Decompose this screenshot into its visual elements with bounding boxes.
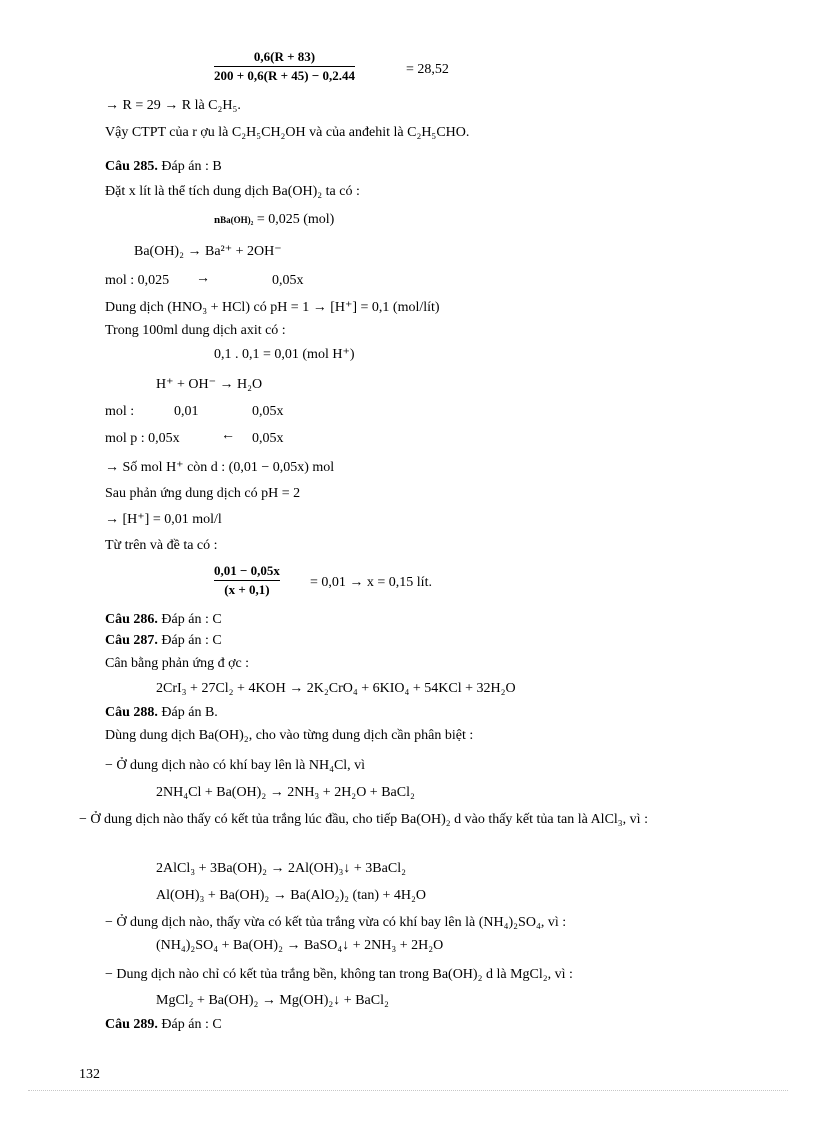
reaction-line: Ba(OH)₂ → Ba²⁺ + 2OH⁻ — [134, 244, 282, 259]
reaction-line: (NH₄)₂SO₄ + Ba(OH)₂ → BaSO₄↓ + 2NH₃ + 2H₂O — [156, 938, 444, 953]
question-label: Câu 289. — [105, 1017, 158, 1032]
question-label: Câu 285. — [105, 159, 158, 174]
answer-text: Đáp án : C — [161, 612, 222, 627]
text-line: Dùng dung dịch Ba(OH)₂, cho vào từng dung dịch cần phân biệt : — [105, 728, 474, 743]
text-line: 0,1 . 0,1 = 0,01 (mol H⁺) — [214, 347, 355, 362]
question-285 — [105, 158, 222, 176]
mol-label: mol : 0,025 — [105, 273, 170, 288]
mol-value: 0,01 — [174, 404, 199, 419]
fraction-numerator: 0,01 − 0,05x — [214, 563, 280, 578]
text-line: − Ở dung dịch nào có khí bay lên là NH₄Cl, vì — [105, 758, 366, 773]
question-289 — [105, 1016, 222, 1034]
question-286 — [105, 611, 222, 629]
fraction-denominator: 200 + 0,6(R + 45) − 0,2.44 — [214, 68, 356, 83]
answer-text: Đáp án B. — [161, 705, 218, 720]
mol-value: 0,05x — [272, 273, 304, 288]
text-line — [214, 211, 334, 229]
arrow: → — [196, 271, 210, 286]
reaction-line: Al(OH)₃ + Ba(OH)₂ → Ba(AlO₂)₂ (tan) + 4H₂O — [156, 888, 426, 903]
question-288 — [105, 704, 218, 722]
question-287 — [105, 632, 222, 650]
text-line: Từ trên và đề ta có : — [105, 538, 218, 553]
mol-label: mol p : 0,05x — [105, 431, 180, 446]
text-line: Dung dịch (HNO₃ + HCl) có pH = 1 → [H⁺] = 0,1 (mol/lít) — [105, 300, 440, 315]
equation-rhs: = 28,52 — [406, 62, 449, 77]
question-label: Câu 286. — [105, 612, 158, 627]
text-line: Trong 100ml dung dịch axit có : — [105, 323, 286, 338]
text-line: Vậy CTPT của r ợu là C₂H₅CH₂OH và của anđehit là C₂H₅CHO. — [105, 125, 470, 140]
answer-text: Đáp án : B — [161, 159, 222, 174]
page-number: 132 — [79, 1067, 100, 1082]
mol-value: 0,05x — [252, 404, 284, 419]
equation-rhs: = 0,01 → x = 0,15 lít. — [310, 575, 432, 590]
equation-fraction-1 — [214, 48, 355, 85]
question-label: Câu 288. — [105, 705, 158, 720]
mole-symbol: n — [214, 214, 221, 226]
mole-value: = 0,025 (mol) — [256, 212, 335, 227]
text-line: Sau phản ứng dung dịch có pH = 2 — [105, 486, 301, 501]
reaction-line: 2AlCl₃ + 3Ba(OH)₂ → 2Al(OH)₃↓ + 3BaCl₂ — [156, 861, 406, 876]
mole-subscript: Ba(OH)₂ — [220, 215, 254, 225]
mol-label: mol : — [105, 404, 135, 419]
text-line: Đặt x lít là thể tích dung dịch Ba(OH)₂ ta có : — [105, 184, 360, 199]
text-line: Cân bằng phản ứng đ ợc : — [105, 656, 250, 671]
text-line: → [H⁺] = 0,01 mol/l — [105, 512, 222, 527]
equation-fraction-2 — [214, 562, 280, 599]
answer-text: Đáp án : C — [161, 633, 222, 648]
text-line: → R = 29 → R là C₂H₅. — [105, 98, 241, 113]
text-paragraph: − Ở dung dịch nào thấy có kết tủa trắng lúc đầu, cho tiếp Ba(OH)₂ d vào thấy kết tủa tan là AlCl₃, vì : — [79, 812, 648, 827]
text-line: − Ở dung dịch nào, thấy vừa có kết tủa trắng vừa có khí bay lên là (NH₄)₂SO₄, vì : — [105, 915, 567, 930]
mol-value: 0,05x — [252, 431, 284, 446]
text-line: − Dung dịch nào chỉ có kết tủa trắng bền, không tan trong Ba(OH)₂ d là MgCl₂, vì : — [105, 967, 573, 982]
mol-row — [105, 272, 169, 290]
reaction-line: H⁺ + OH⁻ → H₂O — [156, 377, 263, 392]
fraction-denominator: (x + 0,1) — [224, 582, 270, 597]
text-line: → Số mol H⁺ còn d : (0,01 − 0,05x) mol — [105, 460, 335, 475]
arrow: ← — [221, 428, 235, 443]
reaction-line: MgCl₂ + Ba(OH)₂ → Mg(OH)₂↓ + BaCl₂ — [156, 993, 389, 1008]
fraction-numerator: 0,6(R + 83) — [253, 49, 316, 64]
reaction-line: 2NH₄Cl + Ba(OH)₂ → 2NH₃ + 2H₂O + BaCl₂ — [156, 785, 415, 800]
footer-divider — [28, 1090, 788, 1091]
reaction-line: 2CrI₃ + 27Cl₂ + 4KOH → 2K₂CrO₄ + 6KIO₄ + 54KCl + 32H₂O — [156, 681, 516, 696]
answer-text: Đáp án : C — [161, 1017, 222, 1032]
question-label: Câu 287. — [105, 633, 158, 648]
